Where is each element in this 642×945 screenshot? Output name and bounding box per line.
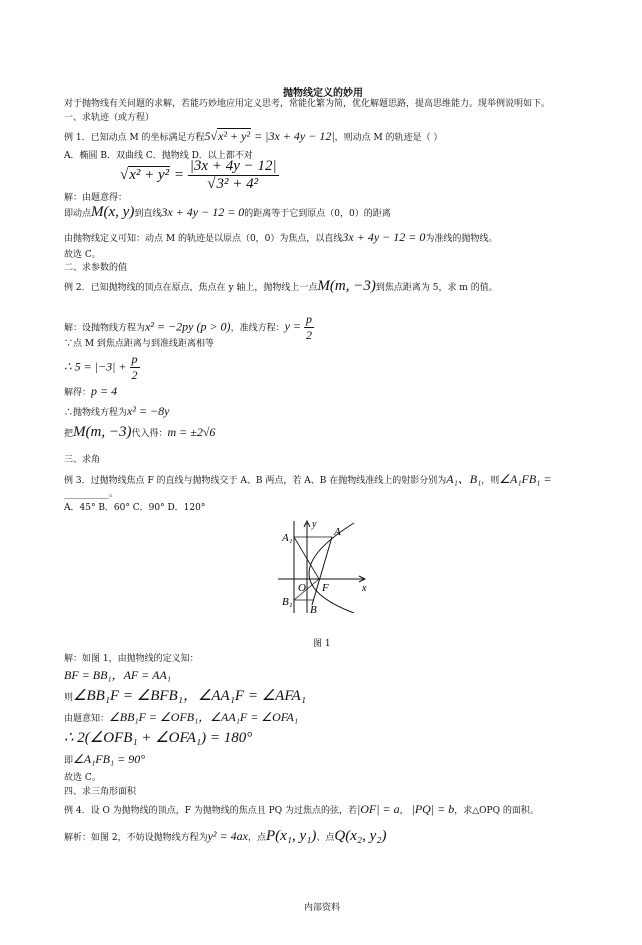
page-title: 抛物线定义的妙用	[283, 88, 363, 99]
example-1-options: A．椭圆 B．双曲线 C．抛物线 D．以上都不对	[64, 151, 253, 161]
example-3-answer: 故选 C。	[64, 773, 101, 783]
example-1-line1: 即动点M(x, y)到直线3x + 4y − 12 = 0的距离等于它到原点（0，0）的距离	[64, 204, 391, 220]
label-x: x	[362, 583, 367, 594]
example-4-post: ，求△OPQ 的面积。	[454, 806, 539, 816]
line2-pre: 由抛物线定义可知：动点 M 的轨迹是以原点（0，0）为焦点，以直线	[64, 234, 343, 244]
example-3-prompt: 例 3．过抛物线焦点 F 的直线与抛物线交于 A、B 两点，若 A、B 在抛物线准线上的射影分别为A₁、B₁，则∠A₁FB₁ =	[64, 472, 552, 486]
analysis-and: 、点	[316, 833, 335, 843]
label-a: A	[334, 526, 341, 538]
example-4-analysis: 解析：如图 2，不妨设抛物线方程为y² = 4ax，点P(x₁, y₁)、点Q(x₂, y₂)	[64, 828, 387, 844]
example-3-eq-c: 由题意知：∠BB₁F = ∠OFB₁，∠AA₁F = ∠OFA₁	[64, 710, 299, 724]
section-4-heading: 四、求三角形面积	[64, 787, 137, 797]
figure-1-caption: 图 1	[313, 639, 331, 649]
example-2-substitute: 把M(m, −3)代入得：m = ±2√6	[64, 424, 216, 440]
sol-mid: ，准线方程：	[230, 323, 285, 334]
section-2-heading: 二、求参数的值	[64, 263, 128, 273]
then-label: 则	[64, 693, 74, 703]
example-3-post: ，则	[481, 476, 500, 486]
sub-mid: 代入得：	[131, 429, 168, 439]
example-2-pre: 例 2．已知抛物线的顶点在原点，焦点在 y 轴上，抛物线上一点	[64, 283, 318, 293]
example-2-equation: ∴ 5 = |−3| + $\frac{p}{2}$	[64, 352, 138, 382]
example-3-blank: __________。	[64, 489, 119, 499]
line1-mid: 到直线	[134, 209, 162, 219]
example-2-solution: 解：设抛物线方程为x² = −2py (p > 0)，准线方程：y = $\frac{p}{2}$	[64, 312, 313, 342]
example-1-prompt: 例 1．已知动点 M 的坐标满足方程5√x² + y² = |3x + 4y − 12|，则动点 M 的轨迹是（ ）	[64, 129, 443, 143]
intro-text: 对于抛物线有关问题的求解，若能巧妙地应用定义思考，常能化繁为简，优化解题思路，提高思维能力。现举例说明如下。	[64, 99, 551, 109]
analysis-mid: ，点	[247, 833, 266, 843]
label-a1: A₁	[282, 532, 293, 544]
line1-post: 的距离等于它到原点（0，0）的距离	[244, 209, 391, 219]
label-y: y	[312, 519, 317, 530]
line1-pre: 即动点	[64, 209, 92, 219]
example-2-post: 到焦点距离为 5，求 m 的值。	[375, 283, 498, 293]
example-2-prompt: 例 2．已知抛物线的顶点在原点，焦点在 y 轴上，抛物线上一点M(m, −3)到焦点距离为 5，求 m 的值。	[64, 278, 498, 294]
solve-label: 解得：	[64, 388, 92, 398]
example-1-equation: √x² + y² = $\frac{|3x + 4y - 12|}{\text{√3² + 4²}}$	[120, 158, 277, 192]
ji-label: 即	[64, 756, 74, 766]
example-3-options: A．45° B．60° C．90° D．120°	[64, 503, 206, 513]
example-1-solution: 解：由题意得：	[64, 193, 128, 203]
therefore-label: ∴抛物线方程为	[64, 408, 128, 418]
analysis-pre: 解析：如图 2，不妨设抛物线方程为	[64, 833, 208, 843]
example-3-eq-b: 则∠BB₁F = ∠BFB₁，∠AA₁F = ∠AFA₁	[64, 688, 306, 704]
label-b1: B₁	[282, 596, 293, 608]
sol-pre: 解：设抛物线方程为	[64, 323, 146, 334]
section-1-heading: 一、求轨迹（或方程）	[64, 113, 155, 123]
example-1-line2: 由抛物线定义可知：动点 M 的轨迹是以原点（0，0）为焦点，以直线3x + 4y − 12 = 0为准线的抛物线。	[64, 230, 498, 244]
page-footer: 内部资料	[304, 903, 341, 913]
example-2-because: ∵点 M 到焦点距离与到准线距离相等	[64, 339, 214, 349]
example-3-eq-a: BF = BB₁，AF = AA₁	[64, 668, 171, 682]
example-3-eq-e: 即∠A₁FB₁ = 90°	[64, 752, 146, 766]
label-b: B	[310, 604, 317, 613]
figure-1-diagram	[274, 517, 370, 613]
example-3-pre: 例 3．过抛物线焦点 F 的直线与抛物线交于 A、B 两点，若 A、B 在抛物线准线上的射影分别为	[64, 476, 447, 486]
example-1-post: ，则动点 M 的轨迹是（ ）	[334, 133, 443, 143]
label-o: O	[298, 582, 306, 594]
sub-pre: 把	[64, 429, 74, 439]
section-3-heading: 三、求角	[64, 455, 101, 465]
example-4-prompt: 例 4．设 O 为抛物线的顶点，F 为抛物线的焦点且 PQ 为过焦点的弦，若|OF| = a， |PQ| = b，求△OPQ 的面积。	[64, 802, 539, 816]
example-3-eq-d: ∴ 2(∠OFB₁ + ∠OFA₁) = 180°	[64, 730, 253, 746]
known-label: 由题意知：	[64, 714, 110, 724]
example-2-therefore: ∴抛物线方程为x² = −8y	[64, 404, 170, 418]
label-f: F	[322, 582, 329, 594]
example-2-solve: 解得：p = 4	[64, 384, 118, 398]
parabola-curve	[309, 523, 354, 613]
example-4-pre: 例 4．设 O 为抛物线的顶点，F 为抛物线的焦点且 PQ 为过焦点的弦，若	[64, 806, 357, 816]
example-1-answer: 故选 C。	[64, 250, 101, 260]
example-3-solution: 解：如图 1，由抛物线的定义知：	[64, 654, 199, 664]
line2-post: 为准线的抛物线。	[425, 234, 498, 244]
example-1-pre: 例 1．已知动点 M 的坐标满足方程	[64, 133, 205, 143]
